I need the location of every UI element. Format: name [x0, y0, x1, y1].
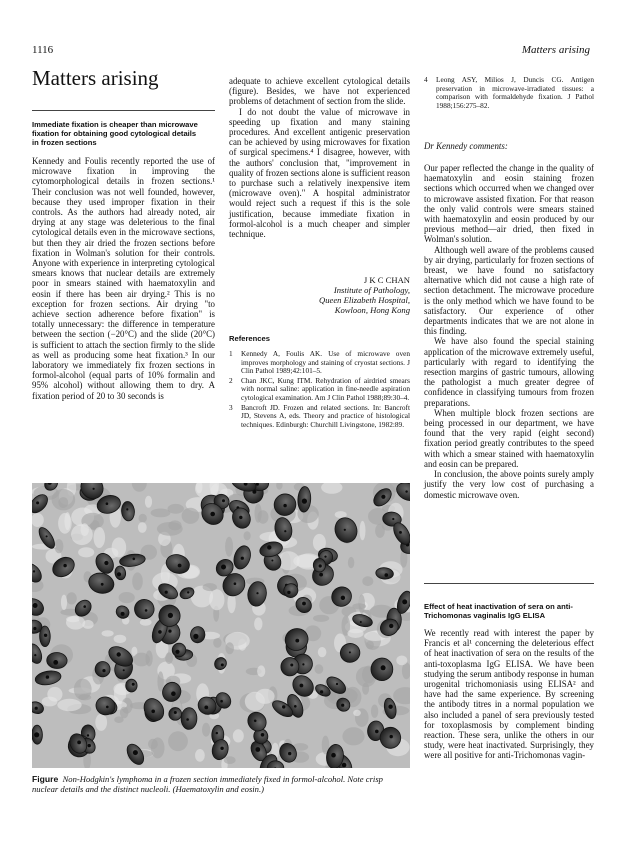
article1-title-line: Immediate fixation is cheaper than microwave [32, 120, 198, 129]
article2-body [424, 628, 594, 761]
reference-text: Leong ASY, Milios J, Duncis CG. Antigen preservation in microwave-irradiated tissues: a comparison with formaldehyde fixation. J Pathol 1988;156:275–82. [436, 75, 594, 110]
reference-item [424, 76, 594, 110]
figure-caption [32, 774, 410, 795]
article2-title [424, 602, 594, 620]
references-list-continued [424, 76, 594, 111]
paragraph: In conclusion, the above points surely amply justify the very low cost of purchasing a domestic microwave oven. [424, 469, 594, 500]
reference-text: Chan JKC, Kung ITM. Rehydration of airdried smears with normal saline: application in fine-needle aspiration cytological examination. Am J Clin Pathol 1988;89:30–4. [241, 375, 410, 402]
references-heading: References [229, 334, 270, 343]
reply-heading: Dr Kennedy comments: [424, 141, 508, 151]
affiliation-line: Institute of Pathology, [333, 285, 410, 295]
micrograph-image [32, 483, 410, 768]
reference-item [229, 377, 410, 403]
reference-number: 3 [229, 402, 233, 412]
article1-title [32, 120, 215, 147]
section-title: Matters arising [32, 66, 159, 90]
author-name: J K C CHAN [363, 275, 410, 285]
column-rule [424, 583, 594, 584]
column-rule [32, 110, 215, 111]
article2-title-line: Trichomonas vaginalis IgG ELISA [424, 611, 546, 620]
running-head: Matters arising [521, 44, 590, 56]
figure-label: Figure [32, 774, 59, 784]
paragraph: adequate to achieve excellent cytological details (figure). Besides, we have not experienced problems of detachment of section from the slide. [229, 76, 410, 107]
reference-item [229, 350, 410, 376]
reply-body [424, 163, 594, 500]
paragraph: Kennedy and Foulis recently reported the use of microwave fixation in improving the cytomorphological details in frozen sections.¹ Their conclusion was not well founded, however, because they used improper fixation in their controls. As the authors had already noted, air drying at any stage was deleterious to the final cytological details even in the microwave sections, but then they air dried the frozen sections before fixation in Wolman's solution for their controls. Anyone with experience in interpreting cytological smears knows that nuclear details are extremely poor in smears stained with haematoxylin and eosin if there has been air drying.² This is no exception for frozen sections. Air drying "to achieve section adherence before fixation" is totally unnecessary: the difference in temperature between the section (−20°C) and the slide (20°C) is sufficient to attach the section firmly to the slide as well as producing some heat fixation.³ In our laboratory we immediately fix frozen sections in formol-alcohol (equal parts of 10% formalin and 95% alcohol) without allowing them to dry. A fixation period of 20 to 30 seconds is [32, 156, 215, 401]
reference-text: Bancroft JD. Frozen and related sections. In: Bancroft JD, Stevens A, eds. Theory and practice of histological techniques. Edinburgh: Churchill Livingstone, 1982:89. [241, 402, 410, 429]
reference-item [229, 404, 410, 430]
paragraph: We recently read with interest the paper by Francis et al¹ concerning the deleterious effect of heat inactivation of sera on the results of the anti-toxoplasma IgG ELISA. We have been studying the serum antibody response in human urogenital trichomoniasis using ELISA² and have had the same experience. By screening the antibody titres in a normal population we also included a panel of sera previously tested for toxoplasmosis by complement binding reaction. These sera, unlike the others in our study, were heat inactivated. Surprisingly, they were all positive for anti-Trichomonas vagin- [424, 628, 594, 761]
reference-text: Kennedy A, Foulis AK. Use of microwave oven improves morphology and staining of cryostat sections. J Clin Pathol 1989;42:101–5. [241, 349, 410, 376]
reference-number: 1 [229, 349, 233, 358]
caption-text: Non-Hodgkin's lymphoma in a frozen section immediately fixed in formol-alcohol. Note crisp nuclear details and the distinct nucleoli. (Haematoxylin and eosin.) [32, 774, 383, 795]
page-number: 1116 [32, 44, 54, 56]
paragraph: We have also found the special staining application of the microwave extremely useful, particularly with regard to identifying the resection margins of gastric tumours, allowing the pathologist a much greater degree of confidence in classifying tumours from frozen preparations. [424, 336, 594, 408]
article1-title-line: fixation for obtaining good cytological details [32, 129, 197, 138]
paragraph: When multiple block frozen sections are being processed in our department, we have found that the very rapid (eight second) fixation period greatly contributes to the speed with which a smear stained with haematoxylin and eosin can be prepared. [424, 407, 594, 469]
reference-number: 4 [424, 75, 428, 84]
affiliation-line: Kowloon, Hong Kong [334, 305, 410, 315]
signature [229, 275, 410, 315]
references-list [229, 350, 410, 430]
affiliation-line: Queen Elizabeth Hospital, [319, 295, 410, 305]
paragraph: I do not doubt the value of microwave in speeding up fixation and many staining procedures. And excellent antigenic preservation can be achieved by using microwaves for fixation of surgical specimens.⁴ I disagree, however, with the authors' conclusion that, "improvement in quality of frozen sections alone is sufficient reason to purchase such a relatively inexpensive item (microwave oven)." A hospital administrator would reject such a request if this is the sole justification, because immediate fixation in formol-alcohol is a much cheaper and simpler technique. [229, 106, 410, 240]
article1-title-line: in frozen sections [32, 138, 97, 147]
article1-column1 [32, 156, 215, 401]
paragraph: Although well aware of the problems caused by air drying, particularly for frozen sections of breast, we have found no satisfactory alternative which did not cause a high rate of section detachment. The microwave procedure is the only method which we have found to be satisfactory. Our experience of other departments indicates that we are not alone in this finding. [424, 244, 594, 337]
reference-number: 2 [229, 375, 233, 385]
article1-column2 [229, 76, 410, 239]
article2-title-line: Effect of heat inactivation of sera on anti- [424, 602, 573, 611]
paragraph: Our paper reflected the change in the quality of haematoxylin and eosin staining frozen sections which occurred when we changed over to microwave assisted fixation. For that reason the only valid controls were smears stained with haematoxylin and eosin produced by our previous method—air dried, then fixed in Wolman's solution. [424, 163, 594, 245]
